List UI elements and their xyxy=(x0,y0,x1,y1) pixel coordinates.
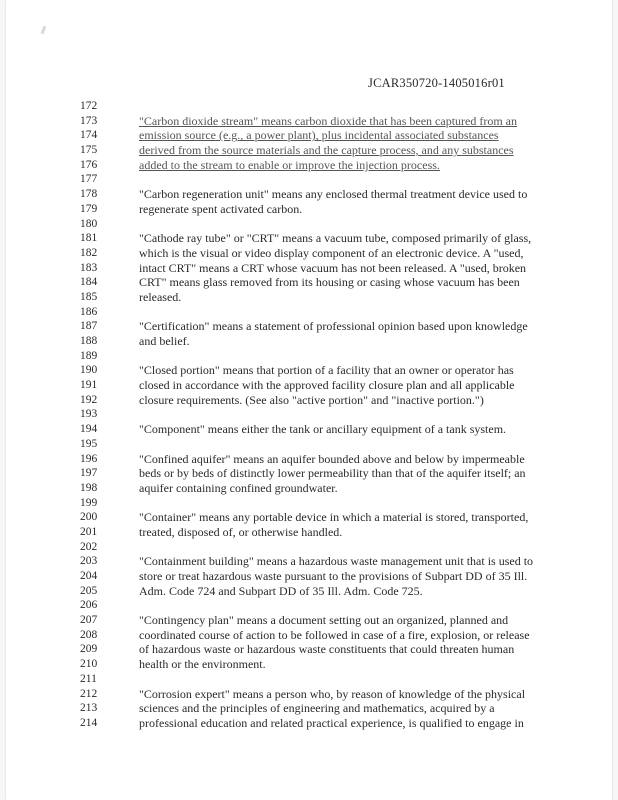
line-text: beds or by beds of distinctly lower permeability than that of the aquifer itself; an xyxy=(139,466,526,481)
document-line xyxy=(6,305,612,320)
line-number: 176 xyxy=(80,158,98,171)
line-number: 179 xyxy=(80,202,98,215)
line-number: 195 xyxy=(80,437,98,450)
document-line xyxy=(6,334,612,349)
line-number: 211 xyxy=(80,672,97,685)
line-number: 210 xyxy=(80,658,98,671)
line-text: professional education and related practical experience, is qualified to engage in xyxy=(139,715,524,730)
line-text: derived from the source materials and the capture process, and any substances xyxy=(139,143,514,158)
document-line xyxy=(6,202,612,217)
document-line xyxy=(6,642,612,657)
document-line xyxy=(6,701,612,716)
line-number: 206 xyxy=(80,599,98,612)
line-number: 208 xyxy=(80,628,98,641)
line-text: "Component" means either the tank or ancillary equipment of a tank system. xyxy=(139,422,507,437)
line-number: 205 xyxy=(80,584,98,597)
line-text: "Carbon dioxide stream" means carbon dioxide that has been captured from an xyxy=(139,113,518,128)
line-text: sciences and the principles of engineering and mathematics, acquired by a xyxy=(139,701,495,716)
document-line xyxy=(6,378,612,393)
line-text: "Containment building" means a hazardous waste management unit that is used to xyxy=(139,554,534,569)
line-text: and belief. xyxy=(139,334,190,348)
document-line xyxy=(6,687,612,702)
line-text: closure requirements. (See also "active portion" and "inactive portion.") xyxy=(139,392,484,407)
line-number: 178 xyxy=(80,188,98,201)
document-line xyxy=(6,261,612,276)
line-number: 182 xyxy=(80,246,98,259)
line-text: CRT" means glass removed from its housing or casing whose vacuum has been xyxy=(139,275,520,290)
line-number: 183 xyxy=(80,261,98,274)
line-number: 202 xyxy=(80,540,98,553)
line-text: health or the environment. xyxy=(139,657,266,672)
line-number: 199 xyxy=(80,496,98,509)
document-line xyxy=(6,393,612,408)
line-number: 177 xyxy=(80,173,98,186)
line-text: added to the stream to enable or improve the injection process. xyxy=(139,157,440,172)
document-page xyxy=(6,0,612,800)
document-line xyxy=(6,672,612,687)
line-number: 214 xyxy=(80,716,98,729)
line-text: Adm. Code 724 and Subpart DD of 35 Ill. Adm. Code 725. xyxy=(139,583,423,598)
line-text: which is the visual or video display component of an electronic device. A "used, xyxy=(139,245,524,260)
document-line xyxy=(6,466,612,481)
document-line xyxy=(6,217,612,232)
document-line xyxy=(6,407,612,422)
document-line xyxy=(6,422,612,437)
line-list xyxy=(6,99,612,731)
document-line xyxy=(6,187,612,202)
line-text: "Cathode ray tube" or "CRT" means a vacuum tube, composed primarily of glass, xyxy=(139,231,532,246)
document-line xyxy=(6,716,612,731)
line-number: 174 xyxy=(80,129,98,142)
document-line xyxy=(6,275,612,290)
line-number: 181 xyxy=(80,232,98,245)
document-line xyxy=(6,231,612,246)
document-line xyxy=(6,657,612,672)
line-number: 213 xyxy=(80,702,98,715)
document-line xyxy=(6,540,612,555)
line-text: "Confined aquifer" means an aquifer bounded above and below by impermeable xyxy=(139,451,525,466)
line-number: 198 xyxy=(80,481,98,494)
line-text: coordinated course of action to be followed in case of a fire, explosion, or release xyxy=(139,627,530,642)
line-number: 173 xyxy=(80,114,98,127)
document-line xyxy=(6,290,612,305)
line-number: 187 xyxy=(80,320,98,333)
line-number: 175 xyxy=(80,144,98,157)
line-text: "Certification" means a statement of professional opinion based upon knowledge xyxy=(139,319,528,334)
line-number: 186 xyxy=(80,305,98,318)
document-line xyxy=(6,349,612,364)
line-text: emission source (e.g., a power plant), plus incidental associated substances xyxy=(139,128,499,143)
line-number: 209 xyxy=(80,643,98,656)
line-text: "Closed portion" means that portion of a facility that an owner or operator has xyxy=(139,363,514,378)
line-number: 194 xyxy=(80,423,98,436)
line-number: 200 xyxy=(80,511,98,524)
line-text: released. xyxy=(139,289,182,304)
document-line xyxy=(6,114,612,129)
line-number: 172 xyxy=(80,100,98,112)
document-line xyxy=(6,452,612,467)
line-number: 189 xyxy=(80,349,98,362)
line-number: 201 xyxy=(80,525,98,538)
line-text: regenerate spent activated carbon. xyxy=(139,201,303,216)
line-text: of hazardous waste or hazardous waste constituents that could threaten human xyxy=(139,642,515,657)
line-text: closed in accordance with the approved facility closure plan and all applicable xyxy=(139,378,515,393)
document-line xyxy=(6,99,612,114)
line-number: 184 xyxy=(80,276,98,289)
document-line xyxy=(6,554,612,569)
line-number: 204 xyxy=(80,570,98,582)
document-line xyxy=(6,363,612,378)
document-id: JCAR350720-1405016r01 xyxy=(368,76,505,90)
document-line xyxy=(6,525,612,540)
line-text: "Container" means any portable device in which a material is stored, transported, xyxy=(139,510,529,525)
document-line xyxy=(6,172,612,187)
document-line xyxy=(6,143,612,158)
document-line xyxy=(6,598,612,613)
document-line xyxy=(6,319,612,334)
line-number: 207 xyxy=(80,614,98,627)
document-line xyxy=(6,613,612,628)
document-line xyxy=(6,158,612,173)
line-number: 191 xyxy=(80,379,98,392)
document-line xyxy=(6,569,612,584)
line-number: 203 xyxy=(80,555,98,568)
line-number: 192 xyxy=(80,393,98,406)
document-line xyxy=(6,584,612,599)
document-line xyxy=(6,481,612,496)
line-number: 185 xyxy=(80,290,98,303)
line-number: 196 xyxy=(80,452,98,465)
line-number: 190 xyxy=(80,364,98,377)
line-text: intact CRT" means a CRT whose vacuum has not been released. A "used, broken xyxy=(139,260,527,275)
line-number: 193 xyxy=(80,408,98,421)
document-line xyxy=(6,510,612,525)
scan-mark xyxy=(41,26,47,35)
line-text: "Corrosion expert" means a person who, by reason of knowledge of the physical xyxy=(139,686,526,701)
document-line xyxy=(6,128,612,143)
line-number: 212 xyxy=(80,687,98,700)
line-text: treated, disposed of, or otherwise handled. xyxy=(139,524,343,539)
document-line xyxy=(6,246,612,261)
document-line xyxy=(6,628,612,643)
line-text: aquifer containing confined groundwater. xyxy=(139,480,338,495)
line-number: 197 xyxy=(80,467,98,480)
document-line xyxy=(6,496,612,511)
line-text: "Carbon regeneration unit" means any enclosed thermal treatment device used to xyxy=(139,187,528,202)
line-number: 180 xyxy=(80,217,98,230)
document-line xyxy=(6,437,612,452)
line-text: store or treat hazardous waste pursuant to the provisions of Subpart DD of 35 Ill. xyxy=(139,569,528,583)
line-number: 188 xyxy=(80,335,98,347)
line-text: "Contingency plan" means a document setting out an organized, planned and xyxy=(139,613,509,628)
